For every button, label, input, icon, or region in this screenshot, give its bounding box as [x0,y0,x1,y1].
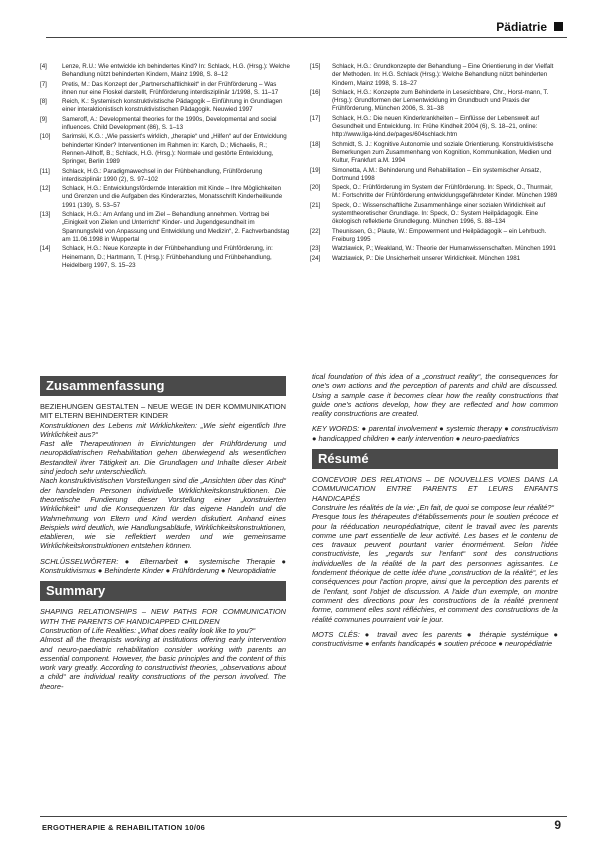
zusammenfassung-keywords: SCHLÜSSELWÖRTER: ● Elternarbeit ● systemische Therapie ● Konstruktivismus ● Behinderte Kinder ● Frühförderung ● Neuropädiatrie [40,556,286,576]
reference-text: Schmidt, S. J.: Kognitive Autonomie und soziale Orientierung. Konstruktivistische Bemerkungen zum Zusammenhang von Kognition, Kommunikation, Medien und Kultur, Frankfurt a.M. 1994 [332,140,554,165]
right-abstract-column [312,372,558,648]
header-rule [46,37,567,38]
journal-section-title: Pädiatrie [496,20,547,34]
resume-title: CONCEVOIR DES RELATIONS – DE NOUVELLES VOIES DANS LA COMMUNICATION ENTRE PARENTS ET LEURS ENFANTS HANDICAPÉS [312,475,558,503]
reference-entry [310,167,562,184]
reference-number: [17] [310,114,321,122]
section-marker-square [554,22,563,31]
reference-number: [24] [310,254,321,262]
reference-number: [20] [310,184,321,192]
summary-body: Almost all the therapists working at institutions offering early intervention and neuro-paediatric rehabilitation consider working with parents an essential component. However, the basic principles and the content of this work vary greatly. According to constructivist theories, „observations about a child“ are individual reality constructions of the person involved. The theore- [40,635,286,691]
reference-entry [40,245,292,270]
reference-entry [40,63,292,80]
reference-entry [310,245,562,253]
left-abstract-column [40,376,286,691]
reference-number: [19] [310,166,321,174]
references-left-column [40,63,292,271]
reference-text: Watzlawick, P.; Weakland, W.: Theorie der Humanwissenschaften. München 1991 [332,245,557,253]
reference-entry [40,168,292,185]
reference-text: Schlack, H.G.: Neue Konzepte in der Frühbehandlung und Frühförderung, in: Heinemann, D.; Hartmann, T. (Hrsg.): Frühbehandlung und Frühbehandlung, Heidelberg 1997, S. 15–23 [62,245,273,269]
zusammenfassung-title: BEZIEHUNGEN GESTALTEN – NEUE WEGE IN DER KOMMUNIKATION MIT ELTERN BEHINDERTER KINDER [40,402,286,421]
reference-number: [23] [310,245,321,253]
footer-journal-name: ERGOTHERAPIE & REHABILITATION 10/06 [42,823,206,832]
reference-number: [18] [310,140,321,148]
reference-text: Schlack, H.G.: Entwicklungsfördernde Interaktion mit Kinde – Ihre Möglichkeiten und Grenzen und die Aufgaben des Kinderarztes, Monatsschrift Kinderheilkunde 1991 (139), S. 53–57 [62,185,283,209]
reference-text: Lenze, R.U.: Wie entwickle ich behindertes Kind? In: Schlack, H.G. (Hrsg.): Welche Behandlung nützt behinderten Kindern, Mainz 1998, S. 8–12 [62,63,290,79]
reference-number: [16] [310,88,321,96]
reference-number: [7] [40,80,47,88]
reference-entry [310,141,562,166]
reference-number: [12] [40,185,51,193]
reference-entry [40,116,292,133]
reference-number: [10] [40,133,51,141]
summary-subtitle: Construction of Life Realities: „What does reality look like to you?“ [40,625,256,635]
reference-entry [310,202,562,227]
reference-number: [14] [40,245,51,253]
reference-entry [40,98,292,115]
resume-body: Presque tous les thérapeutes d'établissements pour le soutien précoce et pour la rééducation neuropédiatrique, citent le travail avec les parents comme une part essentielle de leur activité. Les bases et le contenu de ces travaux peuvent pourtant varier énormément. Selon l'idée constructiviste, les „regards sur l'enfant“ sont des constructions individuelles de la réalité de la part des personnes agissantes. Le fondement théorique de cette idée d'une „construction de la réalité“, et les conséquences pour l'action propre, ainsi que la perception des parents et de l'enfant, sont l'objet de discussion. A l'aide d'un exemple, on montre comment des directions pour les constructions de la réalité prennent forme, comment elles sont réfléchies, et comment des constructions de la réalité communes pourraient voir le jour. [312,512,558,624]
reference-text: Watzlawick, P.: Die Unsicherheit unserer Wirklichkeit. München 1981 [332,254,521,262]
reference-entry [40,211,292,244]
summary-continuation: tical foundation of this idea of a „construct reality“, the consequences for one's own actions and the perception of parents and child are discussed. Using a sample case it becomes clear how the reality constructions that guide one's actions develop, how they are reflected and how common reality constructions are created. [312,372,558,419]
reference-entry [310,255,562,263]
footer-rule [40,816,567,817]
zusammenfassung-subtitle: Konstruktionen des Lebens mit Wirklichkeiten: „Wie sieht eigentlich Ihre Wirklichkeit aus?“ [40,420,286,439]
reference-number: [13] [40,211,51,219]
reference-entry [40,185,292,210]
reference-number: [8] [40,98,47,106]
reference-text: Schlack, H.G.: Am Anfang und im Ziel – Behandlung annehmen. Vortrag bei „Einigkeit von Zielen und Unterricht“ Kinder- und Jugendgesundheit im Spannungsfeld von Anpassung und Entwicklung und Medizin“, 2. Fachverbandstag am 11.06.1998 in Wuppertal [62,211,290,243]
reference-entry [40,81,292,98]
reference-number: [4] [40,63,47,70]
reference-number: [9] [40,115,47,123]
summary-heading: Summary [40,581,286,601]
references-right-column [310,63,562,264]
zusammenfassung-heading: Zusammenfassung [40,376,286,396]
page-number: 9 [554,818,561,832]
reference-text: Pretis, M.: Das Konzept der „Partnerschaftlichkeit“ in der Frühförderung – Was ihnen nur eine Floskel darstellt, Frühförderung interdisziplinär 1/1998, S. 11–17 [62,80,279,96]
reference-text: Reich, K.: Systemisch konstruktivistische Pädagogik – Einführung in Grundlagen einer interaktionistisch konstruktivistischen Pädagogik. Neuwied 1997 [62,98,283,114]
reference-text: Speck, O.: Frühförderung im System der Frühförderung. In: Speck, O., Thurmair, M.: Fortschritte der Frühförderung entwicklungsgefährdeter Kinder. München 1989 [332,184,558,200]
reference-entry [310,228,562,245]
resume-keywords: MOTS CLÉS: ● travail avec les parents ● thérapie systémique ● constructivisme ● enfants handicapés ● soutien précoce ● neuropédiatrie [312,629,558,649]
reference-text: Theunissen, G.; Plaute, W.: Empowerment und Heilpädagogik – ein Lehrbuch. Freiburg 1995 [332,227,547,243]
reference-number: [21] [310,201,321,209]
zusammenfassung-body: Fast alle Therapeutinnen in Einrichtungen der Frühförderung und neuropädiatrischen Rehabilitation gehen überwiegend als wesentlichen Bestandteil ihrer Tätigkeit an. Die Grundlagen und Inhalte dieser Arbeit sind jedoch sehr unterschiedlich. [40,439,286,477]
resume-heading: Résumé [312,449,558,469]
reference-text: Schlack, H.G.: Paradigmawechsel in der Frühbehandlung, Frühförderung interdisziplinär 1990 (2), S. 97–102 [62,167,263,183]
reference-entry [40,133,292,166]
reference-text: Schlack, H.G.: Die neuen Kinderkrankheiten – Einflüsse der Lebenswelt auf Gesundheit und Entwicklung. In: Frühe Kindheit 2004 (6), S. 18–21, online: http://www.liga-kind.de/pages/604schlack.htm [332,114,540,139]
reference-entry [310,63,562,88]
reference-entry [310,89,562,114]
summary-keywords: KEY WORDS: ● parental involvement ● systemic therapy ● constructivism ● handicapped children ● early intervention ● neuro-paediatrics [312,424,558,443]
reference-text: Simonetta, A.M.: Behinderung und Rehabilitation – Ein systemischer Ansatz, Dortmund 1998 [332,166,542,182]
reference-entry [310,115,562,140]
reference-number: [15] [310,63,321,70]
reference-text: Schlack, H.G.: Grundkonzepte der Behandlung – Eine Orientierung in der Vielfalt der Methoden. In: H.G. Schlack (Hrsg.): Welche Behandlung nützt behinderten Kindern, Mainz 1998, S. 18–27 [332,63,554,87]
reference-number: [22] [310,227,321,235]
reference-text: Sarimski, K.G.: „Wie passiert's wirklich, „therapie“ und „Hilfen“ auf der Entwicklung behinderter Kinder? Interventionen im Rahmen in: Karch, D.; Michaelis, R.; Rennen-Allhoff, B.; Schlack, H.G. (Hrsg.): Normale und gestörte Entwicklung, Springer, Berlin 1989 [62,133,287,166]
reference-number: [11] [40,167,50,175]
reference-text: Speck, O.: Wissenschaftliche Zusammenhänge einer sozialen Wirklichkeit auf systemtheoretischer Grundlage. In: Speck, O.: System Heilpädagogik. Eine ökologisch reflektierte Grundlegung. München 1996, S. 88–134 [332,201,546,226]
resume-subtitle: Construire les réalités de la vie: „En fait, de quoi se compose leur réalité?“ [312,502,554,512]
reference-entry [310,184,562,201]
summary-title: SHAPING RELATIONSHIPS – NEW PATHS FOR COMMUNICATION WITH THE PARENTS OF HANDICAPPED CHILDREN [40,607,286,626]
reference-text: Sameroff, A.: Developmental theories for the 1990s, Developmental and social influences. Child Development (86), S. 1–13 [62,115,277,132]
zusammenfassung-body-2: Nach konstruktivistischen Vorstellungen sind die „Ansichten über das Kind“ der handelnden Personen individuelle Wirklichkeitskonstruktionen. Die theoretische Fundierung dieser Vorstellung einer „konstruierten Wirklichkeit“ und die Konsequenzen für das eigene Handeln und die Wahrnehmung von Eltern und Kind werden diskutiert. Anhand eines Beispiels wird deutlich, wie Handlungsabläufe, Wirklichkeitskonstruktionen, etablieren, wie sie reflektiert werden und wie gemeinsame Wirklichkeitskonstruktionen entstehen können. [40,476,286,551]
reference-text: Schlack, H.G.: Konzepte zum Behinderte in Lesesichbare, Chr., Horst-mann, T. (Hrsg.): Grundformen der Lernentwicklung im Grundbuch und Praxis der Frühförderung, München 2006, S. 31–38 [332,88,549,113]
